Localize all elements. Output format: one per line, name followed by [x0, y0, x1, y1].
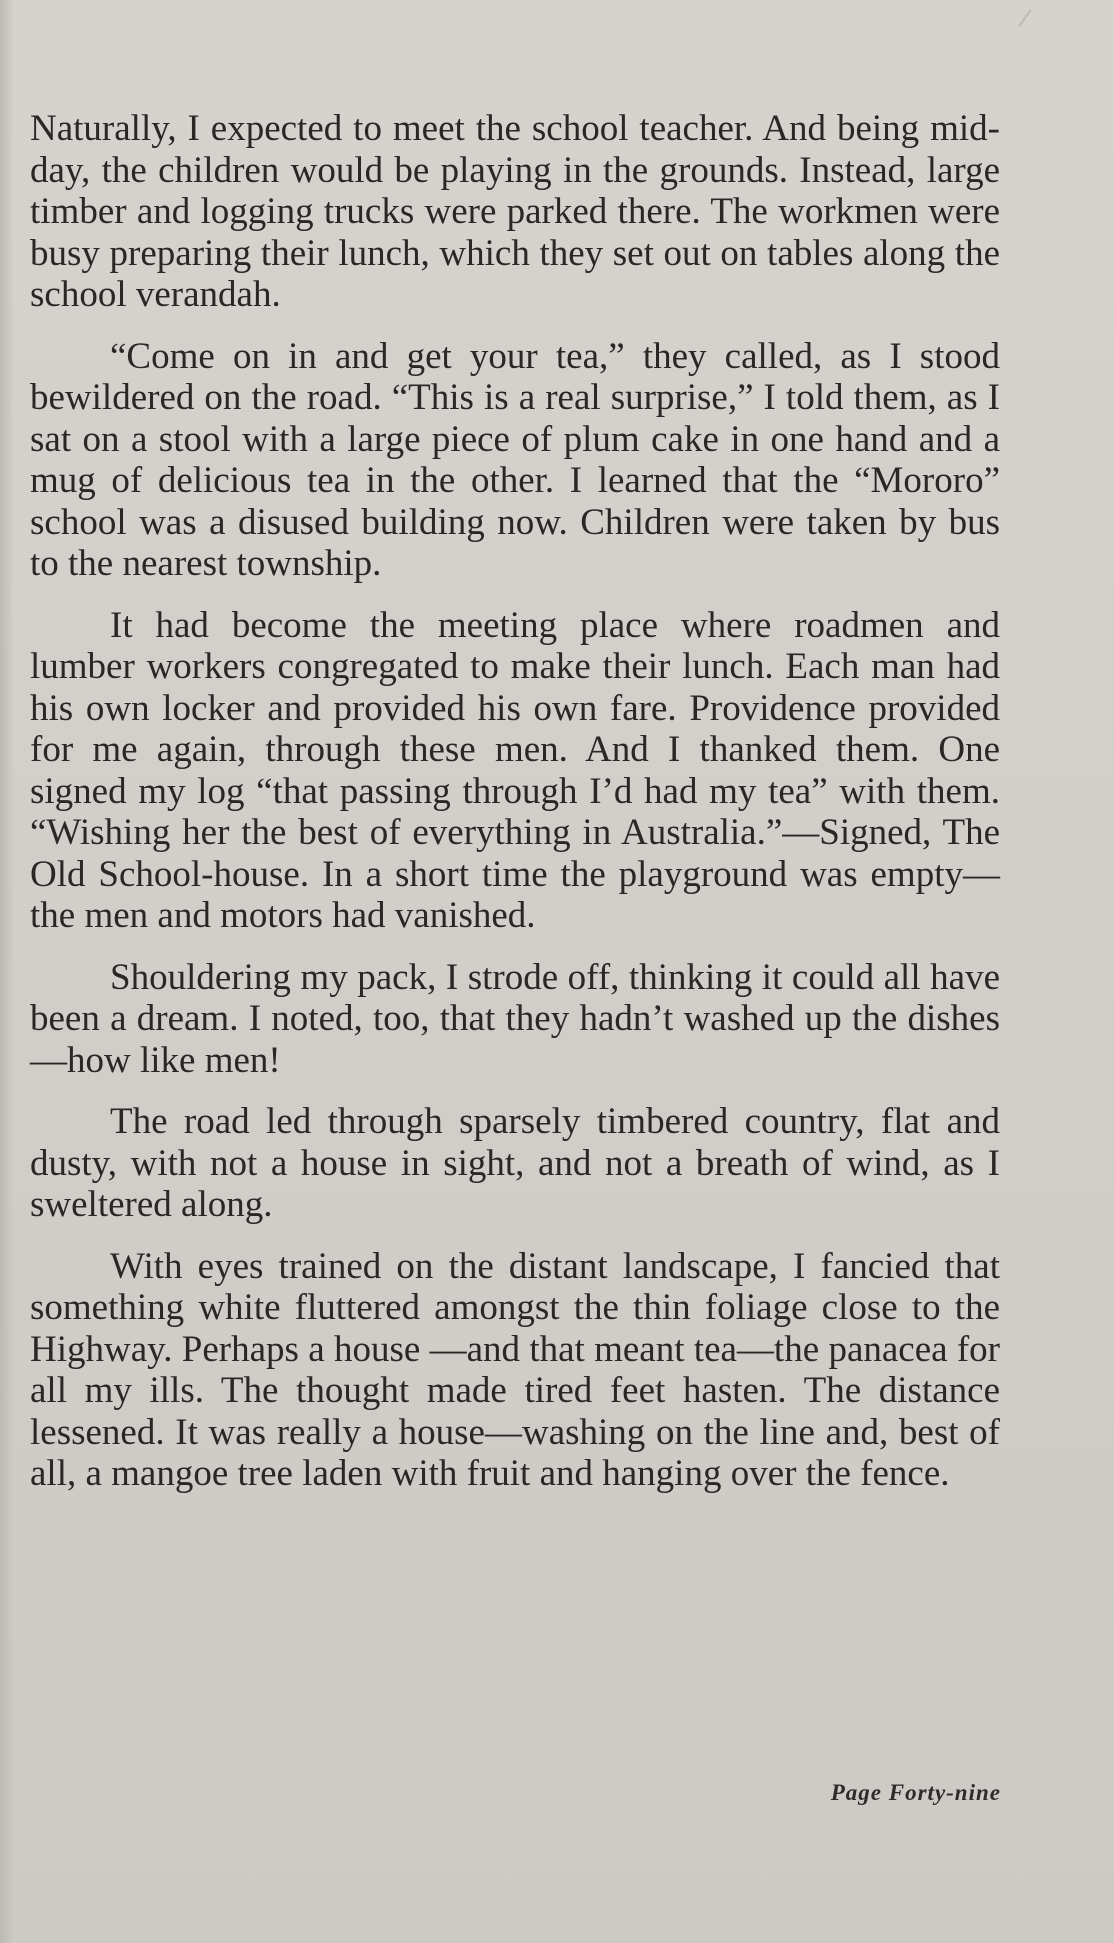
body-text: [30, 108, 1000, 1515]
page-number: Page Forty-nine: [830, 1780, 1001, 1805]
paragraph-3: It had become the meeting place where roadmen and lumber workers congregated to make their lunch. Each man had his own locker and provided his own fare. Providence provided for me again, through these men. And I thanked them. One signed my log “that passing through I’d had my tea” with them. “Wishing her the best of everything in Australia.”—Signed, The Old School-house. In a short time the playground was empty—the men and motors had vanished.: [30, 604, 1000, 936]
paper-mark: [1018, 9, 1031, 27]
spine-shadow: [0, 0, 14, 1943]
paragraph-4: Shouldering my pack, I strode off, thinking it could all have been a dream. I noted, too, that they hadn’t washed up the dishes—how like men!: [30, 956, 1000, 1081]
paragraph-2: “Come on in and get your tea,” they called, as I stood bewildered on the road. “This is a real surprise,” I told them, as I sat on a stool with a large piece of plum cake in one hand and a mug of delicious tea in the other. I learned that the “Mororo” school was a disused building now. Children were taken by bus to the nearest township.: [30, 335, 1000, 584]
paragraph-5: The road led through sparsely timbered country, flat and dusty, with not a house in sight, and not a breath of wind, as I sweltered along.: [30, 1101, 1000, 1225]
paragraph-6: With eyes trained on the distant landscape, I fancied that something white fluttered amongst the thin foliage close to the Highway. Perhaps a house —and that meant tea—the panacea for all my ills. The thought made tired feet hasten. The distance lessened. It was really a house—washing on the line and, best of all, a mangoe tree laden with fruit and hanging over the fence.: [30, 1245, 1000, 1494]
paragraph-1: Naturally, I expected to meet the school teacher. And being mid-day, the children would be playing in the grounds. Instead, large timber and logging trucks were parked there. The workmen were busy preparing their lunch, which they set out on tables along the school verandah.: [30, 108, 1000, 315]
